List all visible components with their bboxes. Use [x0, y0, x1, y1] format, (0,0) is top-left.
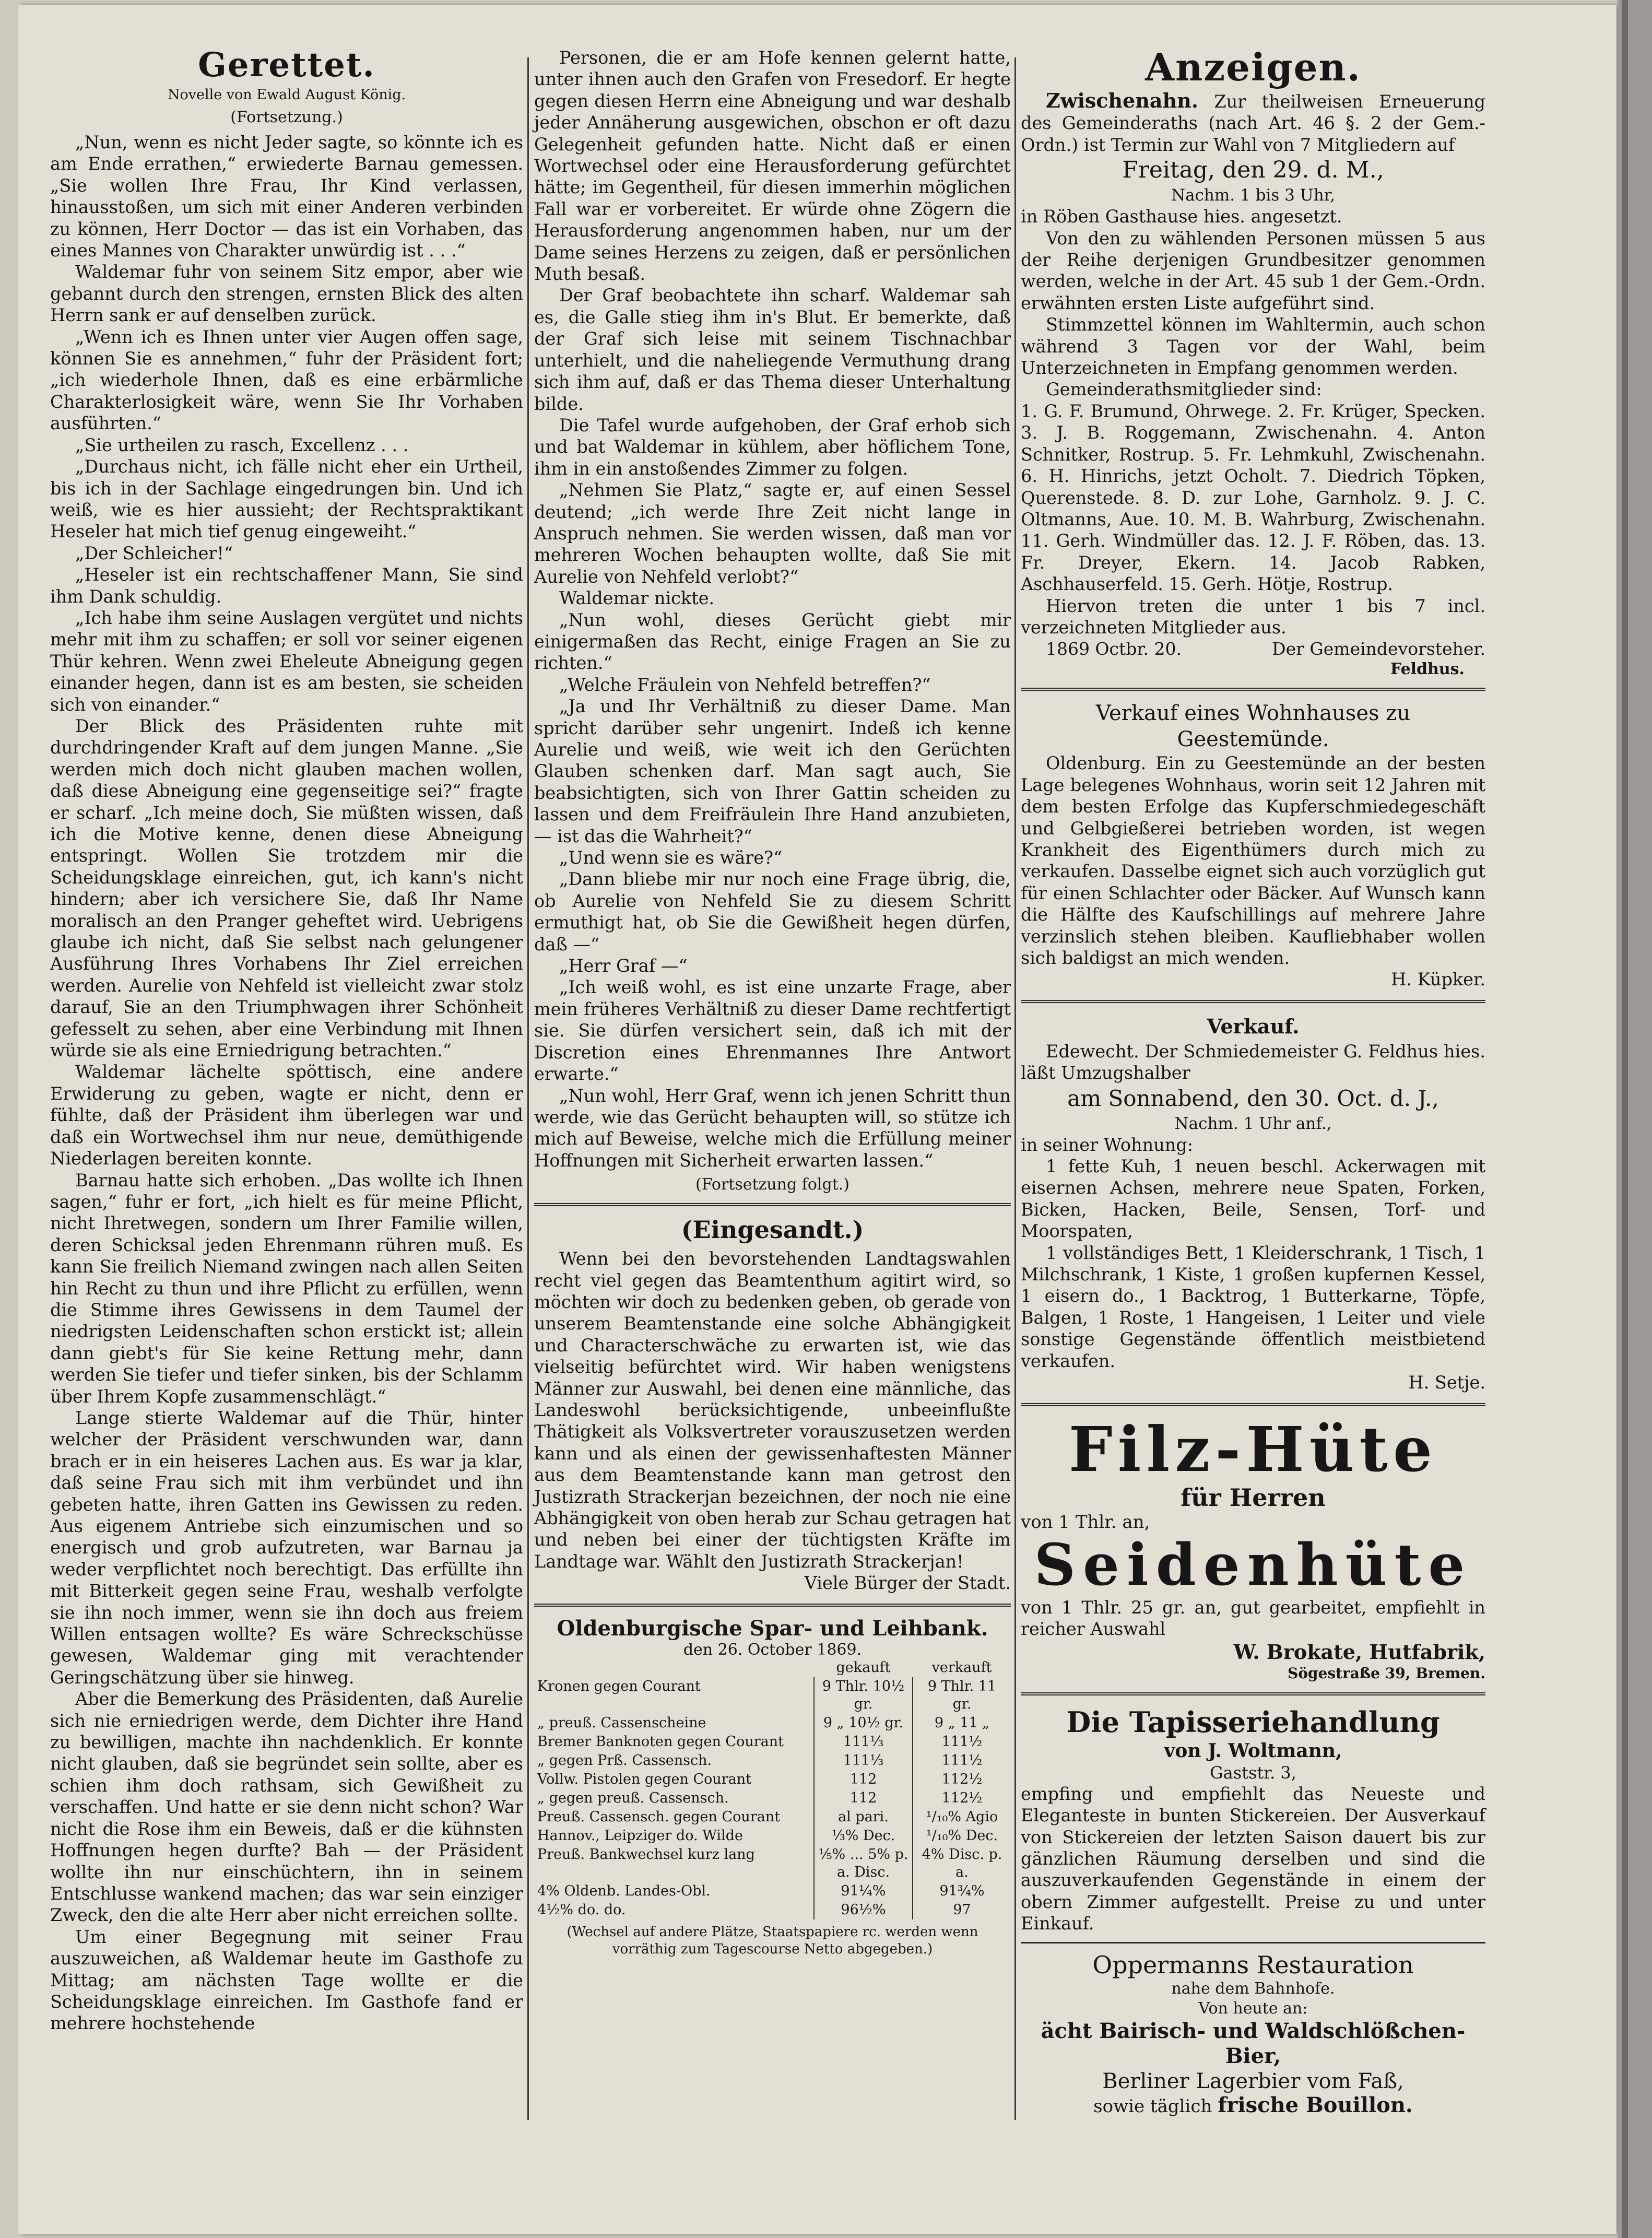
rate-row: [534, 1789, 1011, 1808]
story-column-2: [534, 47, 1011, 1958]
rate-row: [534, 1677, 1011, 1714]
bank-title: Oldenburgische Spar- und Leihbank.: [557, 1616, 988, 1641]
story-to-be-continued: (Fortsetzung folgt.): [695, 1175, 849, 1194]
ad1-text1: Zur theilweisen Erneuerung des Gemeinderaths (nach Art. 46 §. 2 der Gem.-Ordn.) ist Termin zur Wahl von 7 Mitgliedern auf: [1021, 91, 1486, 155]
rate-bought: 111⅓: [814, 1733, 913, 1751]
ad4-address: Sögestraße 39, Bremen.: [1288, 1664, 1485, 1682]
rate-bought: ⅕% ... 5% p. a. Disc.: [814, 1845, 913, 1882]
story-paragraph: „Ich weiß wohl, es ist eine unzarte Frage, aber mein früheres Verhältniß zu dieser Dame rechtfertigt sie. Sie dürfen versichert sein, daß ich mit der Discretion eines Ehrenmannes Ihre Antwort erwarte.“: [534, 977, 1011, 1085]
story-paragraph: „Dann bliebe mir nur noch eine Frage übrig, die, ob Aurelie von Nehfeld Sie zu diesem Schritt ermuthigt hat, ob Sie die Gewißheit hegen dürfen, daß —“: [534, 869, 1011, 955]
rate-row: [534, 1901, 1011, 1919]
story-paragraph: Lange stierte Waldemar auf die Thür, hinter welcher der Präsident verschwunden war, dann brach er in ein heiseres Lachen aus. Es war ja klar, daß seine Frau sich mit ihm verbündet und ihn gebeten hatte, ihren Gatten ins Gewissen zu reden. Aus eigenem Antriebe sich einzumischen und so energisch und grob aufzutreten, war Barnau ja weder verpflichtet noch berechtigt. Das erfüllte ihn mit Bitterkeit gegen seine Frau, weshalb verfolgte sie ihn noch immer, wenn sie ihn doch aus freiem Willen entsagen wollte? Es wäre Schreckschüsse gewesen, Waldemar ging mit verachtender Geringschätzung über sie hinweg.: [50, 1407, 523, 1688]
rate-label: „ gegen preuß. Cassensch.: [537, 1789, 729, 1806]
ad6-line2: Berliner Lagerbier vom Faß,: [1102, 2069, 1404, 2093]
ad5-address: Gaststr. 3,: [1210, 1762, 1296, 1783]
ad6-line1: ächt Bairisch- und Waldschlößchen-Bier,: [1041, 2018, 1466, 2068]
rate-label: 4% Oldenb. Landes-Obl.: [537, 1882, 711, 1899]
rate-bought: 9 Thlr. 10½ gr.: [814, 1677, 913, 1714]
ad5-text: empfing und empfiehlt das Neueste und Eleganteste in bunten Stickereien. Der Ausverkauf von Stickereien der letzten Saison dauert bis zur gänzlichen Räumung derselben und sind die auszuverkaufenden Gegenstände in einem der obern Zimmer aufgestellt. Preise zu und unter Einkauf.: [1021, 1783, 1485, 1934]
rate-row: [534, 1808, 1011, 1827]
ad1-text2: Von den zu wählenden Personen müssen 5 aus der Reihe derjenigen Grundbesitzer genommen werden, welche in der Art. 45 sub 1 der Gem.-Ordn. erwähnten ersten Liste aufgeführt sind.: [1021, 228, 1485, 313]
ad4-signer: W. Brokate, Hutfabrik,: [1233, 1640, 1485, 1664]
ad1-signer-title: Der Gemeindevorsteher.: [1272, 639, 1485, 659]
story-paragraph: „Nun wohl, dieses Gerücht giebt mir einigermaßen das Recht, einige Fragen an Sie zu richten.“: [534, 609, 1011, 674]
eingesandt-signature: Viele Bürger der Stadt.: [804, 1573, 1011, 1594]
story-paragraph: Aber die Bemerkung des Präsidenten, daß Aurelie sich nie erniedrigen werde, dem Dichter ihre Hand zu bewilligen, machte ihn nachdenklich. Er konnte nicht glauben, daß sie begründet sein sollte, aber es schien ihm doch rathsam, sich Gewißheit zu verschaffen. Und hatte er sie denn nicht schon? War nicht die Rose ihm ein Beweis, daß er die kühnsten Hoffnungen hegen durfte? Bah — der Präsident wollte ihn nur einschüchtern, ihn in seinem Entschlusse wankend machen; das war sein einziger Zweck, den die alte Herr aber nicht erreichen sollte.: [50, 1689, 523, 1926]
divider: [534, 1604, 1011, 1607]
story-continued: (Fortsetzung.): [230, 108, 343, 126]
ad4-price1: von 1 Thlr. an,: [1021, 1511, 1150, 1533]
ad3-text1: Edewecht. Der Schmiedemeister G. Feldhus hies. läßt Umzugshalber: [1021, 1041, 1485, 1083]
ad3-items1: 1 fette Kuh, 1 neuen beschl. Ackerwagen mit eisernen Achsen, mehrere neue Spaten, Forken, Bicken, Hacken, Beile, Sensen, Torf- und Moorspaten,: [1021, 1156, 1485, 1242]
rate-label: Vollw. Pistolen gegen Courant: [537, 1771, 752, 1787]
ads-column: [1021, 47, 1485, 2118]
story-paragraph: „Sie urtheilen zu rasch, Excellenz . . .: [75, 434, 409, 455]
ad3-time: Nachm. 1 Uhr anf.,: [1174, 1114, 1332, 1133]
ad6-intro: Von heute an:: [1198, 1999, 1308, 2018]
rate-bought: 112: [814, 1789, 913, 1808]
story-paragraph: „Durchaus nicht, ich fälle nicht eher ein Urtheil, bis ich in der Sachlage eingedrungen bin. Und ich weiß, wie es hier aussieht; der Rechtspraktikant Heseler hat mich tief genug eingeweiht.“: [50, 456, 523, 542]
ad3-text2: in seiner Wohnung:: [1021, 1134, 1194, 1155]
rate-row: [534, 1882, 1011, 1901]
story-paragraph: „Ja und Ihr Verhältniß zu dieser Dame. Man spricht darüber sehr ungenirt. Indeß ich kenne Aurelie und weiß, wie weit ich den Gerüchten Glauben schenken darf. Man sagt auch, Sie beabsichtigten, sich von Ihrer Gattin scheiden zu lassen und dem Freifräulein Ihre Hand anzubieten, — ist das die Wahrheit?“: [534, 696, 1011, 846]
ad2-signer: H. Küpker.: [1391, 969, 1485, 990]
column-rule-1: [527, 57, 529, 2120]
rate-row: [534, 1733, 1011, 1751]
ad1-time: Nachm. 1 bis 3 Uhr,: [1171, 186, 1336, 205]
rate-sold: 112½: [913, 1770, 1011, 1789]
ad4-title: Filz-Hüte: [1068, 1412, 1438, 1486]
ad4-price2: von 1 Thlr. 25 gr. an, gut gearbeitet, empfiehlt in reicher Auswahl: [1021, 1597, 1485, 1640]
story-paragraph: Waldemar lächelte spöttisch, eine andere Erwiderung zu geben, wagte er nicht, denn er fühlte, daß der Präsident ihm überlegen war und daß ein Wortwechsel ihm nur neue, demüthigende Niederlagen bereiten konnte.: [50, 1062, 523, 1169]
story-paragraph: Barnau hatte sich erhoben. „Das wollte ich Ihnen sagen,“ fuhr er fort, „ich hielt es für meine Pflicht, nicht Ihretwegen, sondern um Ihrer Familie willen, deren Schicksal jeden Ehrenmann rühren muß. Es kann Sie freilich Niemand zwingen nach allen Seiten hin Recht zu thun und ihre Pflicht zu erfüllen, wenn die Stimme ihres Gewissens in dem Taumel der niedrigsten Leidenschaften schon erstickt ist; allein dann giebt's für Sie keine Rettung mehr, dann werden Sie tiefer und tiefer sinken, bis der Schlamm über Ihrem Kopfe zusammenschlägt.“: [50, 1170, 523, 1407]
story-paragraph: Waldemar nickte.: [559, 588, 715, 609]
ad2-text: Oldenburg. Ein zu Geestemünde an der besten Lage belegenes Wohnhaus, worin seit 12 Jahren mit dem besten Erfolge das Kupferschmiedegeschäft und Gelbgießerei betrieben worden, ist wegen Krankheit des Eigenthümers durch mich zu verkaufen. Dasselbe eignet sich auch vorzüglich gut für einen Schlachter oder Bäcker. Auf Wunsch kann die Hälfte des Kaufschillings auf mehrere Jahre verzinslich stehen bleiben. Kaufliebhaber wollen sich baldigst an mich wenden.: [1021, 753, 1485, 968]
story-paragraph: „Nun, wenn es nicht Jeder sagte, so könnte ich es am Ende errathen,“ erwiederte Barnau gemessen. „Sie wollen Ihre Frau, Ihr Kind verlassen, hinausstoßen, um sich mit einer Anderen verbinden zu können, Herr Doctor — das ist ein Vorhaben, das eines Mannes von Charakter unwürdig ist . . .“: [50, 132, 523, 261]
story-body-1: [50, 132, 523, 2034]
page-edge-shadow: [1622, 0, 1628, 2238]
ad3-items2: 1 vollständiges Bett, 1 Kleiderschrank, 1 Tisch, 1 Milchschrank, 1 Kiste, 1 großen kupfernen Kessel, 1 eisern do., 1 Backtrog, 1 Butterkarne, Töpfe, Balgen, 1 Roste, 1 Hangeisen, 1 Leiter und viele sonstige Gegenstände öffentlich meistbietend verkaufen.: [1021, 1242, 1485, 1371]
eingesandt-title: (Eingesandt.): [681, 1216, 864, 1244]
bank-date: den 26. October 1869.: [683, 1640, 862, 1659]
ad1-members: 1. G. F. Brumund, Ohrwege. 2. Fr. Krüger, Specken. 3. J. B. Roggemann, Zwischenahn. 4. Anton Schnitker, Rostrup. 5. Fr. Lehmkuhl, Zwischenahn. 6. H. Hinrichs, jetzt Ocholt. 7. Diedrich Töpken, Querenstede. 8. D. zur Lohe, Garnholz. 9. J. C. Oltmanns, Aue. 10. M. B. Wahrburg, Zwischenahn. 11. Gerh. Windmüller das. 12. J. F. Röben, das. 13. Fr. Dreyer, Ekern. 14. Jacob Rabken, Aschhauserfeld. 15. Gerh. Hötje, Rostrup.: [1021, 401, 1485, 595]
rate-label: Hannov., Leipziger do. Wilde: [537, 1827, 743, 1844]
rate-sold: 111½: [913, 1751, 1011, 1770]
ad3-date-line: am Sonnabend, den 30. Oct. d. J.,: [1067, 1085, 1439, 1111]
ad5-by: von J. Woltmann,: [1164, 1739, 1342, 1762]
rate-bought: 111⅓: [814, 1751, 913, 1770]
rate-label: Bremer Banknoten gegen Courant: [537, 1733, 784, 1750]
ad6-title: Oppermanns Restauration: [1092, 1950, 1414, 1979]
divider: [1021, 688, 1485, 691]
ad3-title: Verkauf.: [1207, 1014, 1300, 1038]
eingesandt-text: Wenn bei den bevorstehenden Landtagswahlen recht viel gegen das Beamtenthum agitirt wird, so möchten wir doch zu bedenken geben, ob gerade von unserem Beamtenstande eine solche Abhängigkeit und Characterschwäche zu erwarten ist, wie das vielseitig befürchtet wird. Wir haben wenigstens Männer zur Auswahl, bei denen eine männliche, das Landeswohl berücksichtigende, unbeeinflußte Thätigkeit als Volksvertreter vorauszusetzen werden kann und als einen der gewissenhaftesten Männer aus dem Beamtenstande kann man getrost den Justizrath Strackerjan bezeichnen, der noch nie eine Abhängigkeit von oben herab zur Schau getragen hat und neben bei einer der tüchtigsten Kräfte im Landtage war. Wählt den Justizrath Strackerjan!: [534, 1248, 1011, 1572]
ad2-title: Verkauf eines Wohnhauses zu Geestemünde.: [1095, 701, 1411, 752]
ad1-signer: Feldhus.: [1390, 660, 1465, 679]
rate-bought: 91¼%: [814, 1882, 913, 1901]
rate-bought: ⅓% Dec.: [814, 1827, 913, 1845]
story-paragraph: „Welche Fräulein von Nehfeld betreffen?“: [559, 674, 931, 695]
divider: [1021, 1403, 1485, 1406]
ad3-signer: H. Setje.: [1408, 1372, 1485, 1393]
rate-sold: 112½: [913, 1789, 1011, 1808]
rate-label: „ gegen Prß. Cassensch.: [537, 1752, 712, 1769]
rate-row: [534, 1714, 1011, 1733]
rate-sold: ¹/₁₀% Agio: [913, 1808, 1011, 1827]
rate-sold: 9 „ 11 „: [913, 1714, 1011, 1733]
rate-label: Preuß. Bankwechsel kurz lang: [537, 1846, 755, 1863]
rate-label: Preuß. Cassensch. gegen Courant: [537, 1808, 781, 1825]
story-paragraph: „Der Schleicher!“: [75, 543, 233, 563]
rate-sold: 9 Thlr. 11 gr.: [913, 1677, 1011, 1714]
column-rule-2: [1014, 57, 1016, 2120]
story-paragraph: „Und wenn sie es wäre?“: [559, 847, 783, 868]
story-paragraph: Personen, die er am Hofe kennen gelernt hatte, unter ihnen auch den Grafen von Fresedorf. Er hegte gegen diesen Herrn eine Abneigung und war deshalb jeder Annäherung ausgewichen, obschon er oft dazu Gelegenheit gefunden hatte. Nicht daß er einen Wortwechsel oder eine Herausforderung gefürchtet hätte; im Gegentheil, für diesen immerhin möglichen Fall war er vorbereitet. Er würde ohne Zögern die Herausforderung angenommen haben, nur um der Dame seines Herzens zu zeigen, daß er persönlichen Muth besaß.: [534, 48, 1011, 285]
story-paragraph: Die Tafel wurde aufgehoben, der Graf erhob sich und bat Waldemar in kühlem, aber höflichem Tone, ihm in ein anstoßendes Zimmer zu folgen.: [534, 415, 1011, 479]
rates-table: [534, 1658, 1011, 1919]
ad1-text3: Stimmzettel können im Wahltermin, auch schon während 3 Tagen vor der Wahl, beim Unterzeichneten in Empfang genommen werden.: [1021, 314, 1485, 379]
story-paragraph: „Herr Graf —“: [559, 956, 688, 976]
story-paragraph: „Nun wohl, Herr Graf, wenn ich jenen Schritt thun werde, wie das Gerücht behaupten will, so stütze ich mich auf Beweise, welche mich die Erfüllung meiner Hoffnungen mit Sicherheit erwarten lassen.“: [534, 1085, 1011, 1171]
story-column-1: [50, 47, 523, 2034]
rate-bought: 9 „ 10½ gr.: [814, 1714, 913, 1733]
story-paragraph: „Wenn ich es Ihnen unter vier Augen offen sage, können Sie es annehmen,“ fuhr der Präsident fort; „ich wiederhole Ihnen, daß es eine erbärmliche Charakterlosigkeit wäre, wenn Sie Ihr Vorhaben ausführten.“: [50, 326, 523, 434]
rate-bought: 112: [814, 1770, 913, 1789]
divider: [1021, 1942, 1485, 1943]
rate-row: [534, 1751, 1011, 1770]
bank-footnote: (Wechsel auf andere Plätze, Staatspapiere rc. werden wenn vorräthig zum Tagescourse Netto abgegeben.): [567, 1924, 978, 1957]
story-paragraph: Der Blick des Präsidenten ruhte mit durchdringender Kraft auf dem jungen Manne. „Sie werden mich doch nicht glauben machen wollen, daß diese Abneigung eine gegenseitige sei?“ fragte er scharf. „Ich meine doch, Sie müßten wissen, daß ich die Motive kenne, denen diese Abneigung entspringt. Wollen Sie trotzdem mir die Scheidungsklage einreichen, gut, ich kann's nicht hindern; aber ich versichere Sie, daß Ihr Name moralisch an den Pranger geheftet wird. Uebrigens glaube ich nicht, daß Sie selbst nach gelungener Ausführung Ihres Vorhabens Ihr Ziel erreichen werden. Aurelie von Nehfeld ist vielleicht zwar stolz darauf, Sie an den Triumphwagen ihrer Schönheit gefesselt zu sehen, aber eine Verbindung mit Ihnen würde sie als eine Erniedrigung betrachten.“: [50, 715, 523, 1061]
rate-sold: 111½: [913, 1733, 1011, 1751]
rate-label: Kronen gegen Courant: [537, 1678, 701, 1694]
col-bought-header: gekauft: [836, 1659, 891, 1676]
story-paragraph: „Ich habe ihm seine Auslagen vergütet und nichts mehr mit ihm zu schaffen; er soll vor seiner eigenen Thür kehren. Wenn zwei Eheleute Abneigung gegen einander hegen, dann ist es am besten, sie scheiden sich von einander.“: [50, 607, 523, 715]
ad1-members-intro: Gemeinderathsmitglieder sind:: [1046, 379, 1322, 400]
ad1-text4: Hiervon treten die unter 1 bis 7 incl. verzeichneten Mitglieder aus.: [1021, 595, 1485, 638]
ad6-line3a: sowie täglich: [1093, 2095, 1212, 2117]
story-body-2: [534, 47, 1011, 1171]
col-sold-header: verkauft: [931, 1659, 992, 1676]
rate-sold: 91¾%: [913, 1882, 1011, 1901]
rate-bought: 96½%: [814, 1901, 913, 1919]
ad1-date: 1869 Octbr. 20.: [1046, 639, 1182, 659]
rate-row: [534, 1845, 1011, 1882]
ad4-title2: Seidenhüte: [1034, 1530, 1472, 1598]
ad5-title: Die Tapisseriehandlung: [1066, 1705, 1440, 1739]
rate-label: 4½% do. do.: [537, 1901, 626, 1918]
story-byline: Novelle von Ewald August König.: [167, 87, 406, 103]
divider: [1021, 1000, 1485, 1003]
ad1-location: in Röben Gasthause hies. angesetzt.: [1021, 206, 1342, 227]
story-paragraph: Um einer Begegnung mit seiner Frau auszuweichen, aß Waldemar heute im Gasthofe zu Mittag; am nächsten Tage wollte er die Scheidungsklage einreichen. Im Gasthofe fand er mehrere hochstehende: [50, 1926, 523, 2034]
story-title: Gerettet.: [198, 45, 375, 85]
ad1-date-line: Freitag, den 29. d. M.,: [1122, 157, 1384, 184]
rate-bought: al pari.: [814, 1808, 913, 1827]
ad1-place: Zwischenahn.: [1046, 89, 1198, 112]
divider: [1021, 1692, 1485, 1695]
rate-row: [534, 1770, 1011, 1789]
rate-sold: 4% Disc. p. a.: [913, 1845, 1011, 1882]
rate-row: [534, 1827, 1011, 1845]
rate-sold: ¹/₁₀% Dec.: [913, 1827, 1011, 1845]
rate-sold: 97: [913, 1901, 1011, 1919]
story-paragraph: „Nehmen Sie Platz,“ sagte er, auf einen Sessel deutend; „ich werde Ihre Zeit nicht lange in Anspruch nehmen. Sie werden wissen, daß man vor mehreren Wochen behaupten wollte, daß Sie mit Aurelie von Nehfeld verlobt?“: [534, 480, 1011, 587]
ad4-for: für Herren: [1181, 1483, 1326, 1512]
ad6-line3b: frische Bouillon.: [1218, 2092, 1413, 2117]
rate-label: „ preuß. Cassenscheine: [537, 1714, 706, 1731]
story-paragraph: Waldemar fuhr von seinem Sitz empor, aber wie gebannt durch den strengen, ernsten Blick des alten Herrn sank er auf denselben zurück.: [50, 262, 523, 326]
ads-header: Anzeigen.: [1145, 45, 1361, 89]
ad6-sub: nahe dem Bahnhofe.: [1171, 1979, 1335, 1998]
story-paragraph: Der Graf beobachtete ihn scharf. Waldemar sah es, die Galle stieg ihm in's Blut. Er bemerkte, daß der Graf sich leise mit seinem Tischnachbar unterhielt, und die naheliegende Vermuthung drang sich ihm auf, daß er das Thema dieser Unterhaltung bilde.: [534, 285, 1011, 414]
story-paragraph: „Heseler ist ein rechtschaffener Mann, Sie sind ihm Dank schuldig.: [50, 564, 523, 607]
divider: [534, 1203, 1011, 1206]
